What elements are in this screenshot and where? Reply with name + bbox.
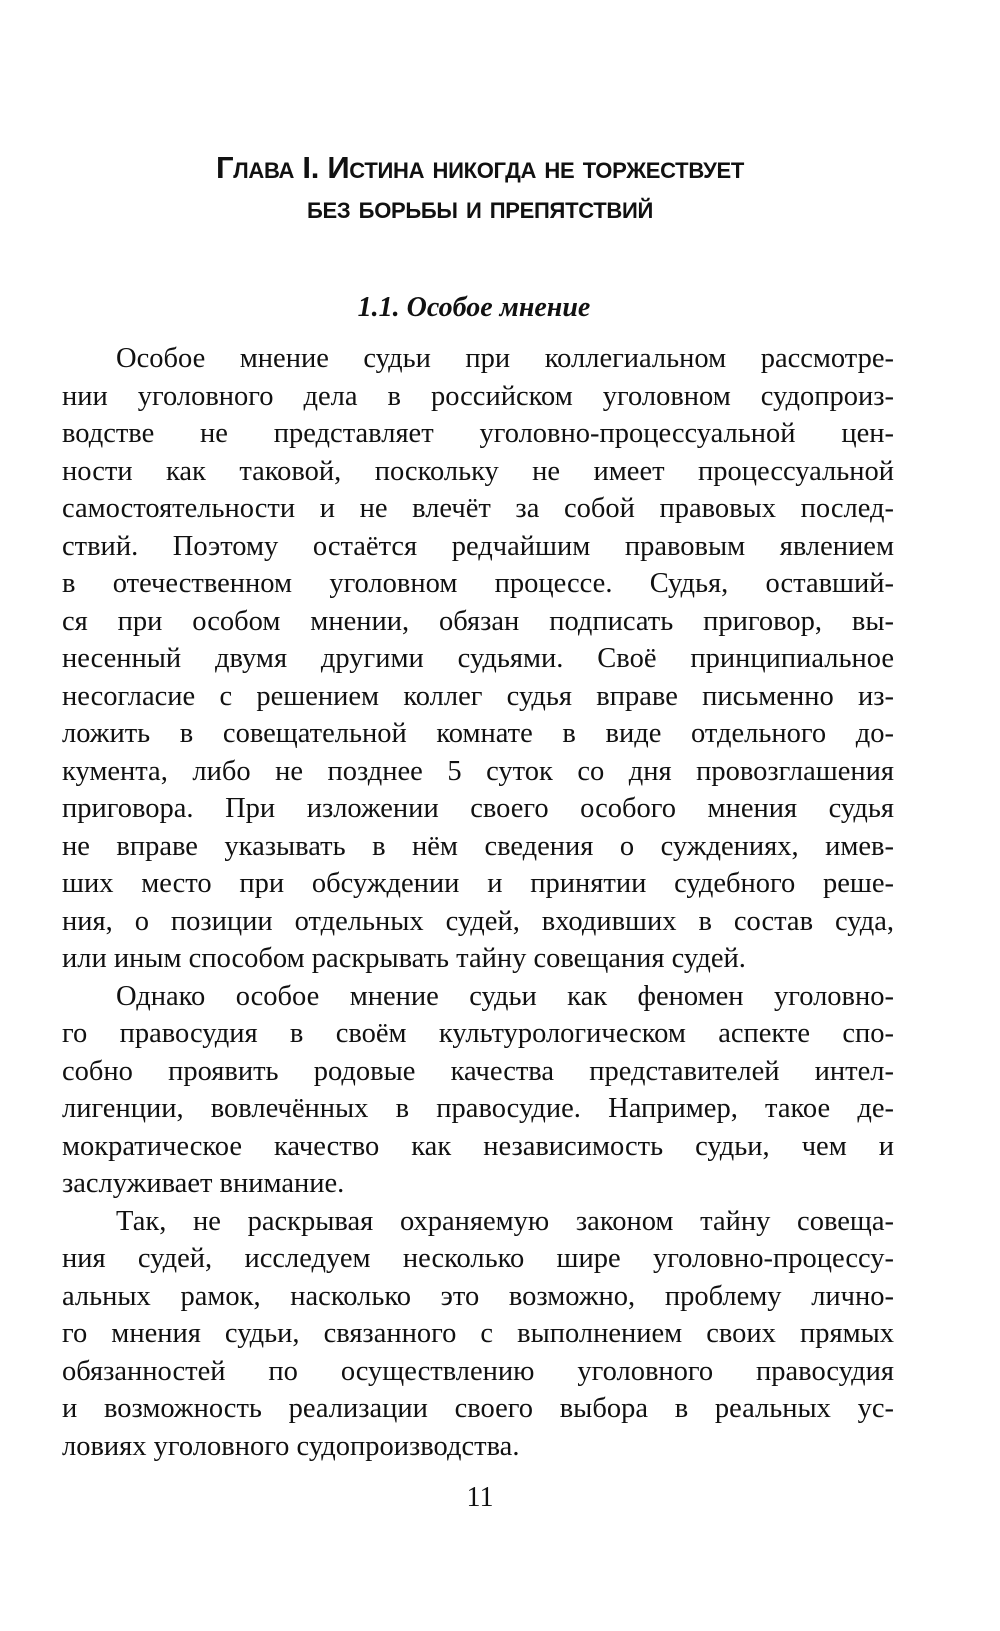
section-title: 1.1. Особое мнение (357, 292, 591, 323)
text-line: водстве не представляет уголовно-процессуальной цен- (62, 418, 894, 449)
text-line: и возможность реализации своего выбора в реальных ус- (62, 1393, 894, 1424)
text-line: Однако особое мнение судьи как феномен уголовно- (116, 980, 894, 1012)
text-line: нии уголовного дела в российском уголовном судопроиз- (62, 380, 894, 412)
paragraph (62, 978, 894, 1203)
text-line: Особое мнение судьи при коллегиальном рассмотре- (116, 343, 894, 374)
text-line: ния судей, исследуем несколько шире уголовно-процессу- (62, 1243, 894, 1274)
text-line: несенный двумя другими судьями. Своё принципиальное (62, 643, 894, 674)
text-line: мократическое качество как независимость судьи, чем и (62, 1130, 894, 1162)
paragraph (62, 1203, 894, 1466)
text-line: ности как таковой, поскольку не имеет процессуальной (62, 455, 894, 487)
text-line: обязанностей по осуществлению уголовного правосудия (62, 1355, 894, 1387)
text-line: го мнения судьи, связанного с выполнением своих прямых (62, 1318, 894, 1349)
text-line: ложить в совещательной комнате в виде отдельного до- (62, 718, 894, 749)
text-line: собно проявить родовые качества представителей интел- (62, 1055, 894, 1087)
text-line: самостоятельности и не влечёт за собой правовых послед- (62, 493, 894, 524)
text-line: в отечественном уголовном процессе. Судья, оставший- (62, 568, 894, 599)
chapter-title-line-2: без борьбы и препятствий (307, 190, 653, 225)
chapter-title-line-1: Глава I. Истина никогда не торжествует (216, 150, 744, 185)
text-line: го правосудия в своём культурологическом аспекте спо- (62, 1018, 894, 1049)
text-line: ших место при обсуждении и принятии судебного реше- (62, 868, 894, 899)
text-line: ствий. Поэтому остаётся редчайшим правовым явлением (62, 530, 894, 562)
text-line: несогласие с решением коллег судья вправе письменно из- (62, 680, 894, 712)
page-number: 11 (466, 1482, 494, 1513)
text-line: альных рамок, насколько это возможно, проблему лично- (62, 1280, 894, 1312)
text-line: заслуживает внимание. (62, 1168, 345, 1199)
text-line: ся при особом мнении, обязан подписать приговор, вы- (62, 605, 894, 637)
text-line: Так, не раскрывая охраняемую законом тайну совеща- (116, 1205, 894, 1237)
text-line: лигенции, вовлечённых в правосудие. Например, такое де- (62, 1093, 894, 1124)
paragraph (62, 340, 894, 978)
text-line: кумента, либо не позднее 5 суток со дня провозглашения (62, 755, 894, 787)
body-text (62, 340, 894, 1465)
text-line: приговора. При изложении своего особого мнения судья (62, 793, 894, 824)
text-line: ловиях уголовного судопроизводства. (62, 1430, 520, 1462)
text-line: не вправе указывать в нём сведения о суждениях, имев- (62, 830, 894, 862)
text-line: или иным способом раскрывать тайну совещания судей. (62, 943, 746, 974)
text-line: ния, о позиции отдельных судей, входивших в состав суда, (62, 905, 894, 937)
